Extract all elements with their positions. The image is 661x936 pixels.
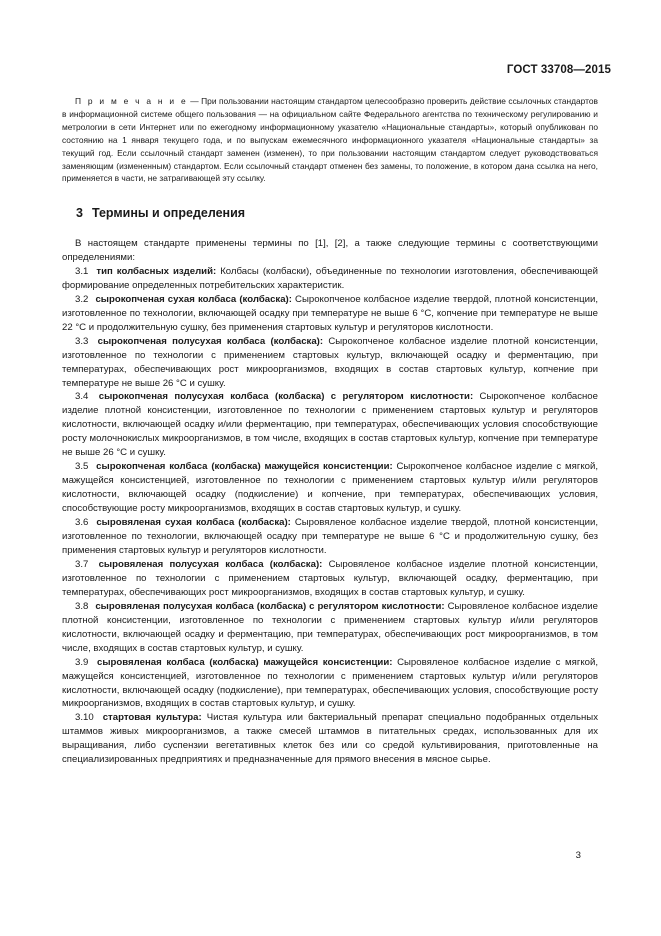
term-3-5 bbox=[62, 460, 598, 516]
page-number: 3 bbox=[575, 850, 581, 861]
note-text: — При пользовании настоящим стандартом целесообразно проверить действие ссылочных стандартов в информационной системе общего пользования — на официальном сайте Федерального агентства по техническому регулированию и метрологии в сети Интернет или по ежегодному информационному указателю «Национальные стандарты», который опубликован по состоянию на 1 января текущего года, и по выпускам ежемесячного информационного указателя «Национальные стандарты» за текущий год. Если ссылочный стандарт заменен (изменен), то при пользовании настоящим стандартом следует руководствоваться заменяющим (измененным) стандартом. Если ссылочный стандарт отменен без замены, то положение, в котором дана ссылка на него, применяется в части, не затрагивающей эту ссылку. bbox=[62, 96, 598, 184]
section-title: Термины и определения bbox=[91, 206, 246, 220]
intro-paragraph: В настоящем стандарте применены термины по [1], [2], а также следующие термины с соответствующими определениями: bbox=[62, 238, 598, 263]
standard-code: ГОСТ 33708—2015 bbox=[506, 64, 611, 76]
section-number: 3 bbox=[76, 206, 83, 220]
term-definition: Сыровяленое колбасное изделие плотной консистенции, изготовленное по технологии с применением стартовых культур, включающей осадку, ферментацию, при температурах, обеспечивающих рост микроорганизмов, входящих в состав стартовых культур, и сушку. bbox=[62, 558, 598, 598]
note-paragraph bbox=[62, 95, 598, 185]
term-number: 3.9 bbox=[75, 656, 89, 668]
term-number: 3.1 bbox=[75, 265, 89, 277]
term-name: сырокопченая колбаса (колбаска) мажущейся консистенции: bbox=[96, 461, 393, 473]
term-name: стартовая культура: bbox=[102, 712, 202, 724]
term-name: сыровяленая полусухая колбаса (колбаска): bbox=[98, 558, 323, 570]
term-name: сыровяленая полусухая колбаса (колбаска) с регулятором кислотности: bbox=[95, 600, 445, 612]
term-number: 3.10 bbox=[75, 712, 94, 724]
term-3-1 bbox=[62, 265, 598, 293]
term-number: 3.7 bbox=[75, 558, 89, 570]
term-definition: Чистая культура или бактериальный препарат специально подобранных отдельных штаммов живых микроорганизмов, а также смесей штаммов в питательных средах, использованных для их выращивания, либо суспензии вегетативных клеток без или со средой культивирования, приготовленные на специализированных предприятиях и предназначенные для прямого внесения в мясное сырье. bbox=[62, 712, 598, 766]
term-3-2 bbox=[62, 293, 598, 335]
term-name: сыровяленая колбаса (колбаска) мажущейся консистенции: bbox=[97, 656, 393, 668]
term-3-3 bbox=[62, 335, 598, 391]
term-definition: Сырокопченое колбасное изделие плотной консистенции, изготовленное по технологии с применением стартовых культур, включающей осадку и ферментацию, при температурах, обеспечивающих рост микроорганизмов, входящих в состав стартовых культур, копчение при температуре не выше 26 °С и сушку. bbox=[62, 335, 599, 389]
term-number: 3.3 bbox=[75, 335, 89, 347]
section-body bbox=[62, 237, 598, 767]
term-name: сырокопченая полусухая колбаса (колбаска): bbox=[97, 335, 324, 347]
term-number: 3.5 bbox=[75, 461, 89, 473]
term-3-9 bbox=[62, 656, 598, 712]
term-name: сыровяленая сухая колбаса (колбаска): bbox=[96, 517, 291, 529]
term-name: сырокопченая сухая колбаса (колбаска): bbox=[95, 293, 292, 305]
term-definition: Сыровяленое колбасное изделие твердой, плотной консистенции, изготовленное по технологии, включающей осадку при температуре не выше 6 °С и продолжительную сушку, без применения стартовых культур и регуляторов кислотности. bbox=[62, 517, 598, 556]
term-definition: Сырокопченое колбасное изделие плотной консистенции, изготовленное по технологии с применением стартовых культур и регуляторов кислотности, включающей осадку и/или ферментацию, при температурах, обеспечивающих условия способствующие росту молочнокислых микроорганизмов, в том числе, входящих в состав стартовых культур, копчение при температуре не выше 26 °С и сушку. bbox=[62, 391, 598, 459]
note-label: П р и м е ч а н и е bbox=[75, 96, 188, 106]
section-heading bbox=[76, 206, 245, 220]
term-number: 3.4 bbox=[75, 391, 89, 403]
term-definition: Сыровяленое колбасное изделие с мягкой, мажущейся консистенцией, изготовленное по технологии с применением стартовых культур и/или регуляторов кислотности, включающей осадку (подкисление), при температурах, обеспечивающих условия, способствующие росту микроорганизмов, входящих в состав стартовых культур, и сушку. bbox=[62, 656, 598, 710]
term-3-6 bbox=[62, 516, 598, 558]
term-definition: Сырокопченое колбасное изделие с мягкой, мажущейся консистенцией, изготовленное по технологии с применением стартовых культур и/или регуляторов кислотности, включающей осадку (подкисление) и копчение, при температурах, обеспечивающих условия, способствующие росту микроорганизмов, входящих в состав стартовых культур, и сушку. bbox=[62, 461, 598, 515]
term-3-8 bbox=[62, 600, 598, 656]
term-number: 3.2 bbox=[75, 293, 89, 305]
term-definition: Колбасы (колбаски), объединенные по технологии изготовления, обеспечивающей формирование определенных потребительских характеристик. bbox=[62, 265, 598, 291]
note-block bbox=[62, 95, 598, 185]
term-number: 3.6 bbox=[75, 517, 89, 529]
term-definition: Сыровяленое колбасное изделие плотной консистенции, изготовленное по технологии с применением стартовых культур и/или регуляторов кислотности, включающей осадку и ферментацию, при температурах, обеспечивающих рост микроорганизмов, в том числе, входящих в состав стартовых культур, и сушку. bbox=[62, 600, 598, 654]
term-definition: Сырокопченое колбасное изделие твердой, плотной консистенции, изготовленное по технологии, включающей осадку при температуре не выше 6 °С, копчение при температуре не выше 22 °С и продолжительную сушку, без применения стартовых культур и регуляторов кислотности. bbox=[62, 293, 598, 333]
term-name: тип колбасных изделий: bbox=[96, 265, 217, 277]
term-3-10 bbox=[62, 711, 598, 767]
term-name: сырокопченая полусухая колбаса (колбаска) с регулятором кислотности: bbox=[98, 391, 474, 403]
term-number: 3.8 bbox=[75, 600, 89, 612]
term-3-4 bbox=[62, 390, 598, 460]
term-3-7 bbox=[62, 558, 598, 600]
